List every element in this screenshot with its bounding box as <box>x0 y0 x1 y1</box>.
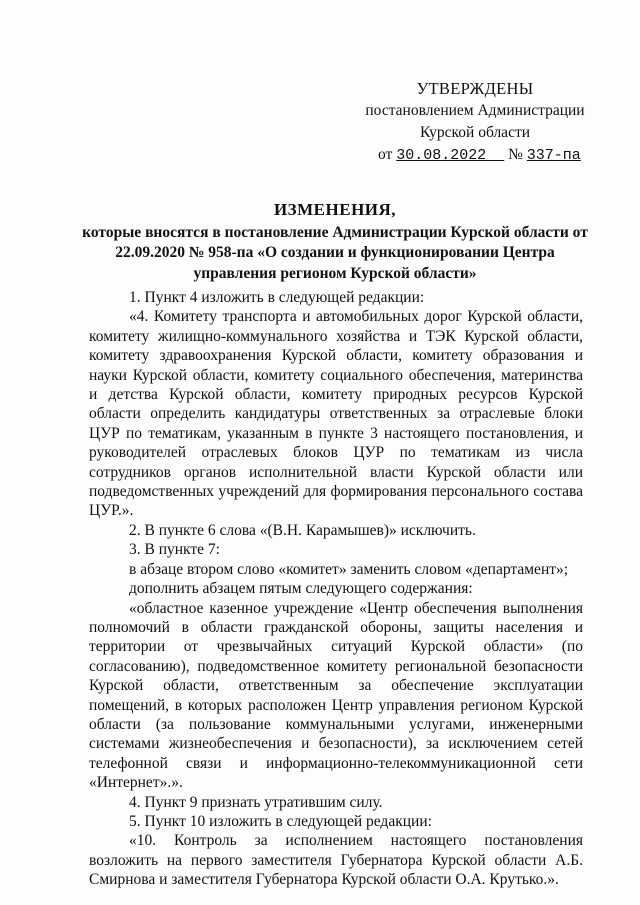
approval-number: 337-па <box>526 147 581 164</box>
paragraph-item-3-a: в абзаце втором слово «комитет» заменить словом «департамент»; <box>129 560 569 578</box>
approval-stamp <box>360 78 590 167</box>
paragraph-item-1: 1. Пункт 4 изложить в следующей редакции: <box>129 289 425 306</box>
approval-title: УТВЕРЖДЕНЫ <box>416 79 534 98</box>
paragraph-item-3-text: «областное казенное учреждение «Центр обеспечения выполнения полномочий в области гражданской обороны, защиты населения и территории от чрезвычайных ситуаций Курской области» (по согласованию), подведомственное комитету региональной безопасности Курской области, ответственным за обеспечение эксплуатации помещений, в которых расположен Центр управления регионом Курской области (за пользование коммунальными услугами, инженерными системами жизнеобеспечения и безопасности), за исключением сетей телефонной связи и информационно-телекоммуникационной сети «Интернет».». <box>89 599 583 792</box>
document-heading <box>80 200 590 284</box>
paragraph-item-5: 5. Пункт 10 изложить в следующей редакции: <box>129 812 432 830</box>
paragraph-item-3-b: дополнить абзацем пятым следующего содержания: <box>129 580 473 598</box>
paragraph-item-5-text: «10. Контроль за исполнением настоящего постановления возложить на первого заместителя Губернатора Курской области А.Б. Смирнова и заместителя Губернатора Курской области О.А. Крутько.». <box>89 832 583 889</box>
paragraph-item-3: 3. В пункте 7: <box>129 541 220 559</box>
heading-subtitle: которые вносятся в постановление Администрации Курской области от 22.09.2020 № 958-па «О создании и функционировании Центра управления регионом Курской области» <box>82 223 588 282</box>
number-sign: № <box>508 146 523 163</box>
document-body <box>89 288 583 890</box>
paragraph-item-4: 4. Пункт 9 признать утратившим силу. <box>129 793 383 811</box>
approval-line-1: постановлением Администрации <box>365 102 585 119</box>
approval-date-line <box>360 144 590 167</box>
paragraph-item-2: 2. В пункте 6 слова «(В.Н. Карамышев)» исключить. <box>129 521 476 539</box>
heading-title: ИЗМЕНЕНИЯ, <box>273 200 397 219</box>
paragraph-item-1-text: «4. Комитету транспорта и автомобильных дорог Курской области, комитету жилищно-коммунального хозяйства и ТЭК Курской области, комитету здравоохранения Курской области, комитету образования и науки Курской области, комитету социального обеспечения, материнства и детства Курской области, комитету природных ресурсов Курской области определить кандидатуры ответственных за отраслевые блоки ЦУР по тематикам, указанным в пункте 3 настоящего постановления, и руководителей отраслевых блоков ЦУР по тематикам из числа сотрудников органов исполнительной власти Курской области или подведомственных учреждений для формирования персонального состава ЦУР.». <box>89 308 583 520</box>
approval-date: 30.08.2022 <box>396 147 487 164</box>
date-prefix: от <box>378 146 393 163</box>
approval-line-2: Курской области <box>419 124 531 141</box>
